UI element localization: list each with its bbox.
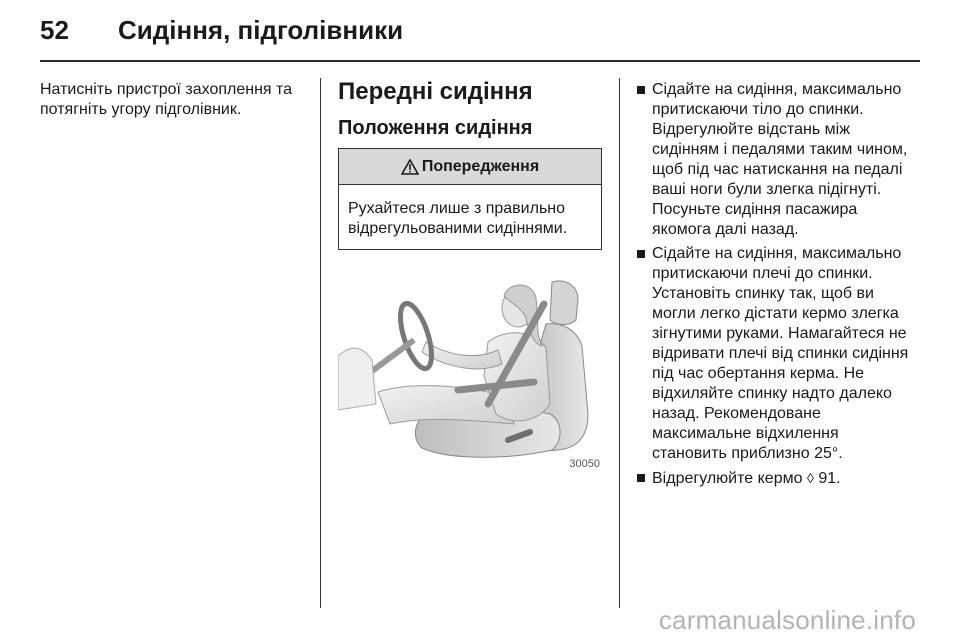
cross-reference-icon[interactable]: ◊ [806,470,814,486]
chapter-title: Сидіння, підголівники [118,14,404,45]
section-heading: Передні сидіння [338,78,533,105]
warning-header [339,149,601,185]
list-item [637,468,913,489]
bullet-square-icon [637,474,645,482]
section-subheading: Положення сидіння [338,117,533,139]
bullet-square-icon [637,250,645,258]
column-right [637,80,913,493]
column-left [40,80,310,120]
warning-box [338,148,602,250]
warning-body: Рухайтеся лише з правильно відрегульованими сидіннями. [348,200,568,237]
bullet-text: Сідайте на сидіння, максимально притискаючи тіло до спинки. Відрегулюйте відстань між сидінням і педалями таким чином, щоб під час натискання на педалі ваші ноги були злегка підігнуті. Посуньте сидіння пасажира якомога далі назад. [652,81,908,238]
bullet-text: Відрегулюйте кермо [652,470,803,487]
bullet-text: Сідайте на сидіння, максимально притискаючи плечі до спинки. Установіть спинку так, щоб ви могли легко дістати кермо злегка зігнутими руками. Намагайтеся не відривати плечі від спинки сидіння під час обертання керма. Не відхиляйте спинку надто далеко назад. Рекомендоване максимальне відхилення становить приблизно 25°. [652,245,909,462]
page-header [40,8,403,52]
warning-triangle-icon [401,159,419,175]
column-divider-left [320,78,321,608]
seat-position-illustration [338,264,602,474]
list-item [637,244,913,464]
page-number: 52 [40,14,69,45]
driver-seat-figure [338,264,602,474]
bullet-square-icon [637,86,645,94]
headrest-instruction: Натисніть пристрої захоплення та потягніть угору підголівник. [40,81,293,118]
cross-reference-page[interactable]: 91. [818,470,841,487]
warning-title: Попередження [421,157,540,175]
column-middle [338,78,602,474]
figure-code: 30050 [569,458,600,470]
list-item [637,80,913,240]
watermark: carmanualsonline.info [658,605,916,635]
header-divider [40,60,920,62]
column-divider-right [619,78,620,608]
